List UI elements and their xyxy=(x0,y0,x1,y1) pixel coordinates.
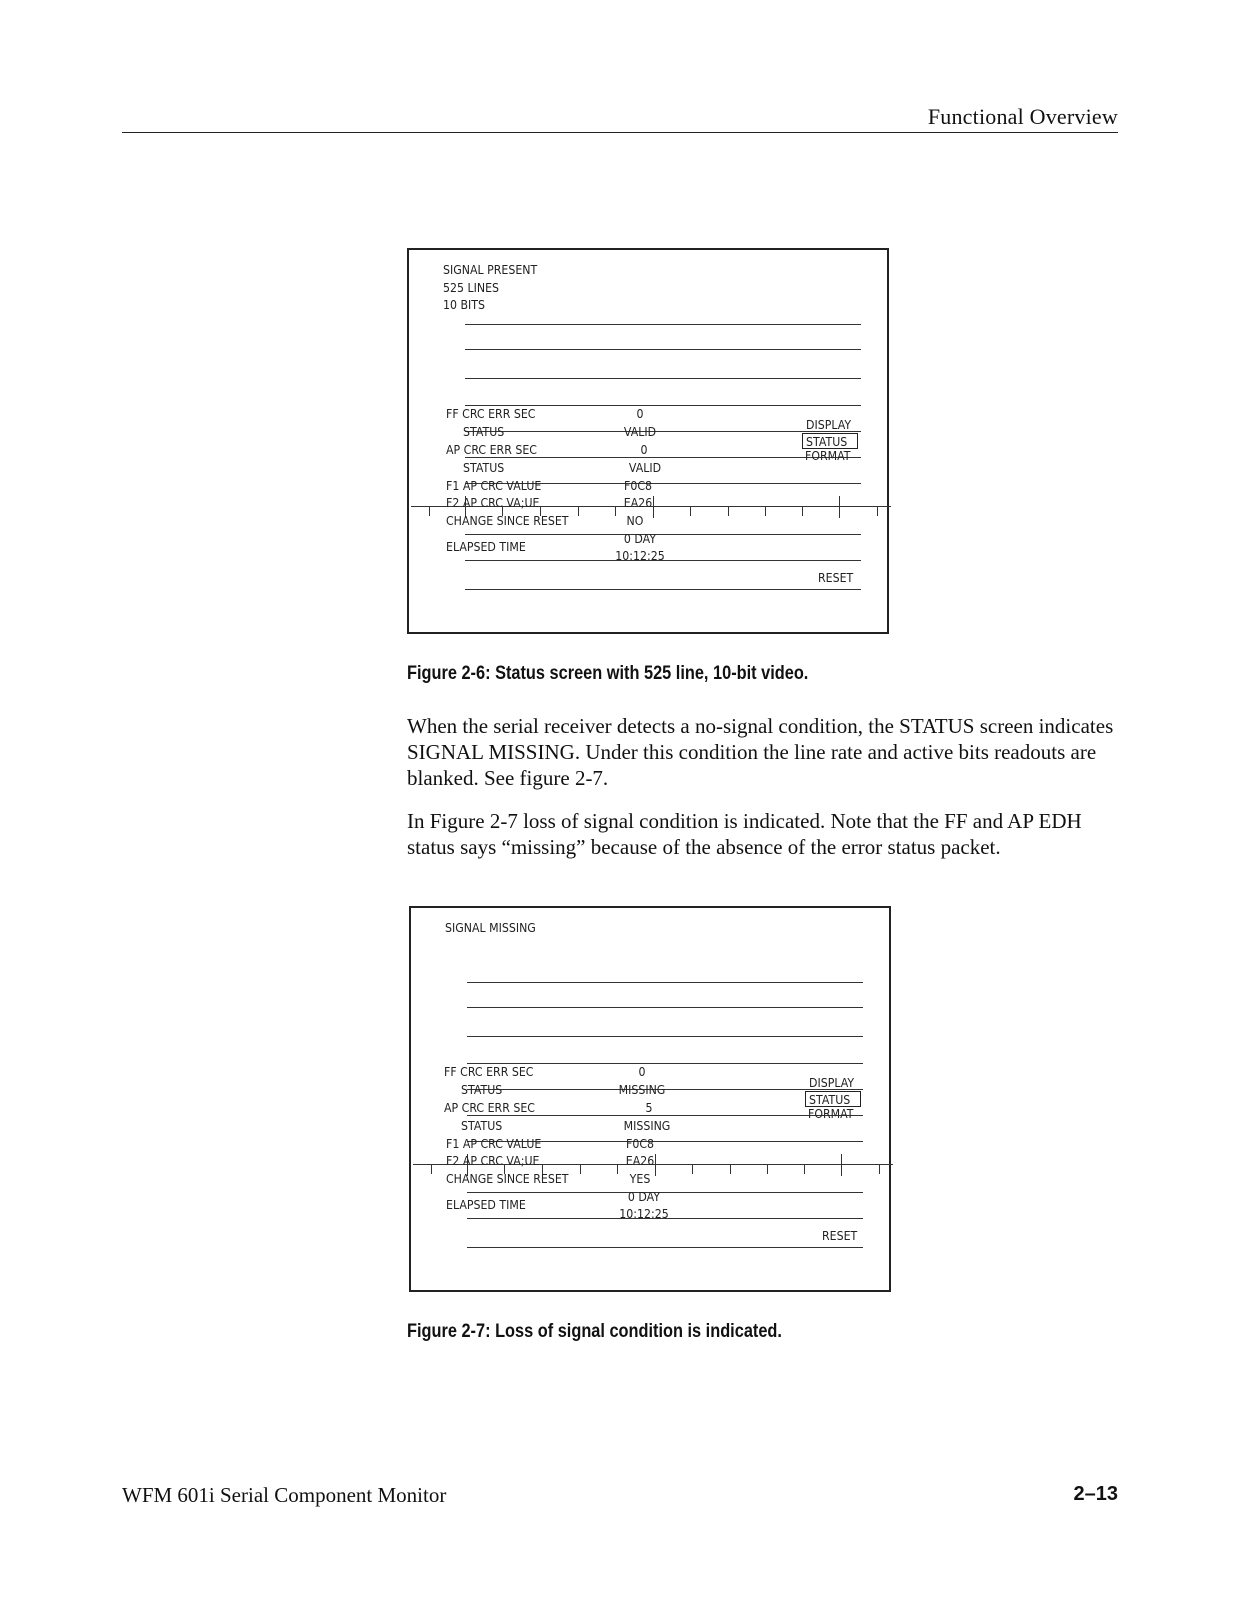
graticule-tick xyxy=(765,506,766,516)
menu-status[interactable]: STATUS xyxy=(809,1092,851,1107)
elapsed-days: 0 DAY xyxy=(627,1189,661,1204)
f2-crc-label: F2 AP CRC VA;UE xyxy=(446,1153,540,1168)
elapsed-clock: 10:12:25 xyxy=(619,1206,669,1221)
menu-format: FORMAT xyxy=(805,448,851,463)
ap-crc-label: AP CRC ERR SEC xyxy=(444,1100,535,1115)
screen-rule xyxy=(465,457,861,458)
graticule-tick xyxy=(767,1164,768,1174)
ap-crc-value: 0 xyxy=(640,442,648,457)
graticule-tick xyxy=(877,506,878,516)
elapsed-clock: 10:12:25 xyxy=(615,548,665,563)
ff-status-label: STATUS xyxy=(461,1082,503,1097)
graticule-tick xyxy=(429,506,430,516)
signal-state: SIGNAL PRESENT xyxy=(443,262,538,277)
reset-softkey[interactable]: RESET xyxy=(822,1228,858,1243)
f1-crc-value: F0C8 xyxy=(625,1136,654,1151)
figure-caption-2: Figure 2-7: Loss of signal condition is indicated. xyxy=(407,1321,782,1342)
ff-crc-label: FF CRC ERR SEC xyxy=(444,1064,534,1079)
f2-crc-value: EA26 xyxy=(625,1153,655,1168)
f1-crc-label: F1 AP CRC VALUE xyxy=(446,478,542,493)
status-screen-figure-2 xyxy=(409,906,891,1292)
f1-crc-value: F0C8 xyxy=(623,478,652,493)
ff-status-value: MISSING xyxy=(618,1082,666,1097)
graticule-tick xyxy=(578,506,579,516)
ap-status-value: VALID xyxy=(628,460,662,475)
header-rule xyxy=(122,132,1118,133)
active-bits: 10 BITS xyxy=(443,297,485,312)
graticule-tick xyxy=(431,1164,432,1174)
change-since-reset-label: CHANGE SINCE RESET xyxy=(446,513,569,528)
graticule-tick xyxy=(728,506,729,516)
ap-status-label: STATUS xyxy=(463,460,505,475)
reset-softkey[interactable]: RESET xyxy=(818,570,854,585)
elapsed-days: 0 DAY xyxy=(623,531,657,546)
menu-format: FORMAT xyxy=(808,1106,854,1121)
signal-state: SIGNAL MISSING xyxy=(445,920,536,935)
change-since-reset-value: NO xyxy=(626,513,644,528)
ap-status-value: MISSING xyxy=(623,1118,671,1133)
screen-rule xyxy=(467,1036,863,1037)
graticule-tick xyxy=(841,1154,842,1176)
screen-rule xyxy=(467,1115,863,1116)
ff-crc-label: FF CRC ERR SEC xyxy=(446,406,536,421)
ff-status-value: VALID xyxy=(623,424,657,439)
elapsed-time-label: ELAPSED TIME xyxy=(446,539,526,554)
graticule-tick xyxy=(879,1164,880,1174)
graticule-tick xyxy=(802,506,803,516)
f2-crc-value: EA26 xyxy=(623,495,653,510)
screen-rule xyxy=(467,1007,863,1008)
ff-status-label: STATUS xyxy=(463,424,505,439)
f2-crc-label: F2 AP CRC VA;UE xyxy=(446,495,540,510)
change-since-reset-label: CHANGE SINCE RESET xyxy=(446,1171,569,1186)
ap-status-label: STATUS xyxy=(461,1118,503,1133)
screen-rule xyxy=(465,589,861,590)
graticule-tick xyxy=(690,506,691,516)
line-rate: 525 LINES xyxy=(443,280,500,295)
change-since-reset-value: YES xyxy=(629,1171,651,1186)
graticule-tick xyxy=(839,496,840,518)
graticule-tick xyxy=(804,1164,805,1174)
graticule-tick xyxy=(692,1164,693,1174)
f1-crc-label: F1 AP CRC VALUE xyxy=(446,1136,542,1151)
body-paragraph-1: When the serial receiver detects a no-signal condition, the STATUS screen indicates SIGNAL MISSING. Under this condition the line rate and active bits readouts are blanked. See figure 2-7. xyxy=(407,714,1114,790)
footer-manual-title: WFM 601i Serial Component Monitor xyxy=(122,1483,447,1507)
menu-status[interactable]: STATUS xyxy=(806,434,848,449)
ff-crc-value: 0 xyxy=(638,1064,646,1079)
body-paragraph-2: In Figure 2-7 loss of signal condition is indicated. Note that the FF and AP EDH status says “missing” because of the absence of the error status packet. xyxy=(407,809,1082,859)
elapsed-time-label: ELAPSED TIME xyxy=(446,1197,526,1212)
screen-rule xyxy=(465,349,861,350)
menu-display: DISPLAY xyxy=(809,1075,855,1090)
graticule-tick xyxy=(580,1164,581,1174)
screen-rule xyxy=(465,324,861,325)
ap-crc-value: 5 xyxy=(645,1100,653,1115)
menu-display: DISPLAY xyxy=(806,417,852,432)
status-screen-figure-1 xyxy=(407,248,889,634)
figure-caption-1: Figure 2-6: Status screen with 525 line, 10-bit video. xyxy=(407,663,809,684)
graticule-tick xyxy=(730,1164,731,1174)
ff-crc-value: 0 xyxy=(636,406,644,421)
screen-rule xyxy=(465,378,861,379)
screen-rule xyxy=(467,1247,863,1248)
ap-crc-label: AP CRC ERR SEC xyxy=(446,442,537,457)
running-header: Functional Overview xyxy=(927,104,1118,129)
page-number: 2–13 xyxy=(1073,1483,1118,1505)
screen-rule xyxy=(467,982,863,983)
